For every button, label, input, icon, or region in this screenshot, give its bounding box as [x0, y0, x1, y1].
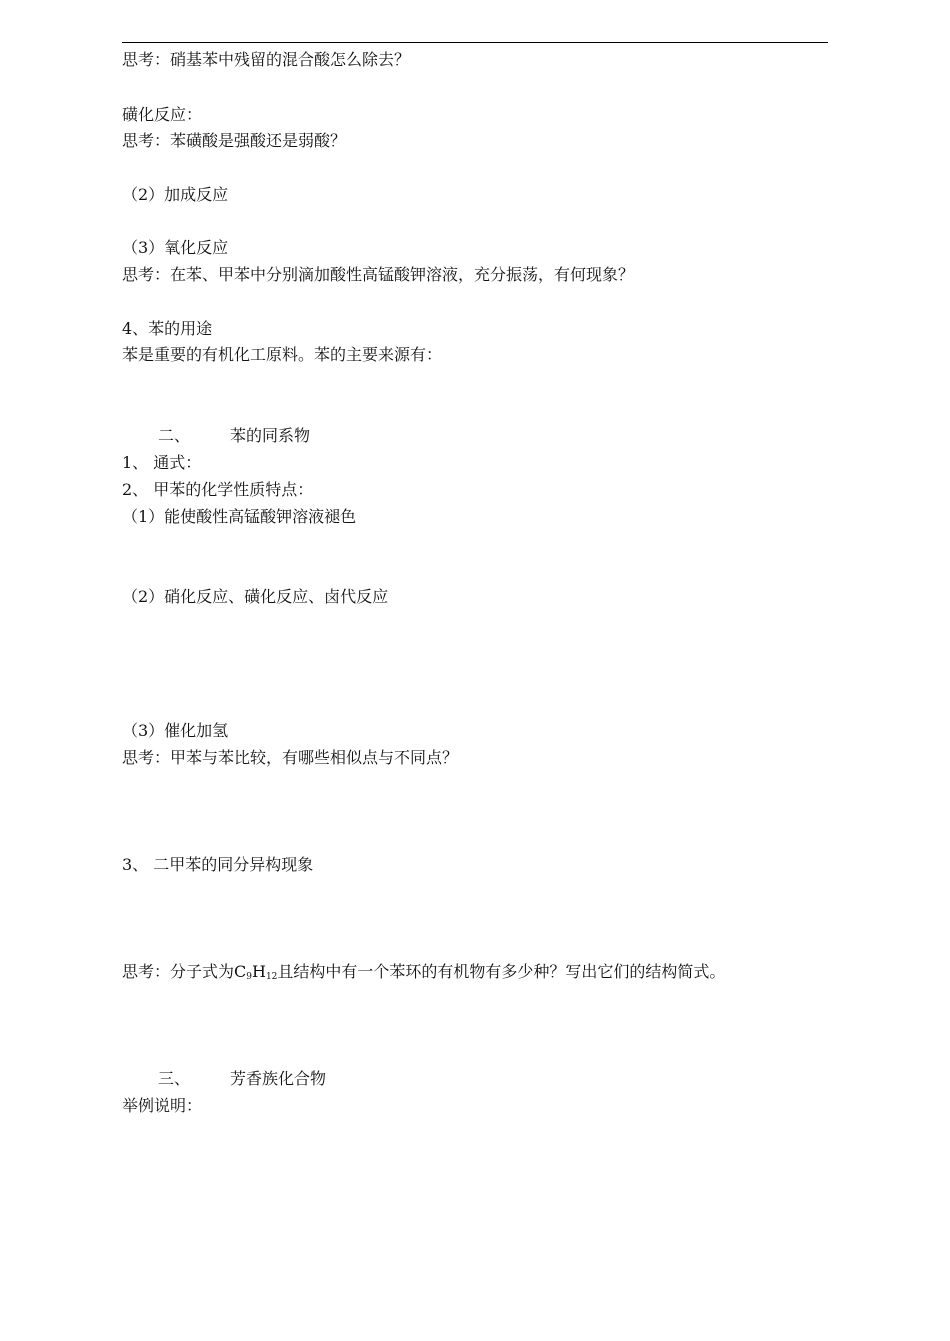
addition-reaction: （2）加成反应	[122, 185, 229, 204]
oxidation-reaction: （3）氧化反应	[122, 238, 229, 257]
question-nitrobenzene: 思考：硝基苯中残留的混合酸怎么除去？	[122, 50, 411, 69]
section-3-number: 三、	[158, 1069, 191, 1088]
formula-c-subscript: 9	[246, 972, 252, 982]
formula-h: H	[252, 962, 266, 981]
substitution-reactions: （2）硝化反应、磺化反应、卤代反应	[122, 587, 389, 606]
catalytic-hydrogenation: （3）催化加氢	[122, 721, 229, 740]
benzene-uses-heading: 4、苯的用途	[122, 319, 213, 338]
toluene-properties: 2、 甲苯的化学性质特点：	[122, 480, 314, 499]
formula-h-subscript: 12	[265, 972, 278, 982]
section-2-title: 苯的同系物	[230, 426, 311, 445]
question-kmno4: 思考：在苯、甲苯中分别滴加酸性高锰酸钾溶液，充分振荡，有何现象？	[122, 265, 635, 284]
xylene-isomerism: 3、 二甲苯的同分异构现象	[122, 855, 314, 874]
top-rule	[122, 42, 828, 43]
examples-label: 举例说明：	[122, 1096, 203, 1115]
question-isomers-prefix: 思考：分子式为	[122, 962, 235, 981]
section-3-title: 芳香族化合物	[230, 1069, 327, 1088]
question-sulfonic-acid: 思考：苯磺酸是强酸还是弱酸？	[122, 131, 347, 150]
decolorization: （1）能使酸性高锰酸钾溶液褪色	[122, 507, 357, 526]
question-compare: 思考：甲苯与苯比较，有哪些相似点与不同点？	[122, 748, 459, 767]
section-2-number: 二、	[158, 426, 191, 445]
question-isomers	[122, 962, 725, 985]
question-isomers-suffix: 且结构中有一个苯环的有机物有多少种？写出它们的结构简式。	[277, 962, 726, 981]
sulfonation-heading: 磺化反应：	[122, 105, 203, 124]
general-formula: 1、 通式：	[122, 453, 202, 472]
formula-c: C	[234, 962, 247, 981]
benzene-sources: 苯是重要的有机化工原料。苯的主要来源有：	[122, 345, 443, 364]
